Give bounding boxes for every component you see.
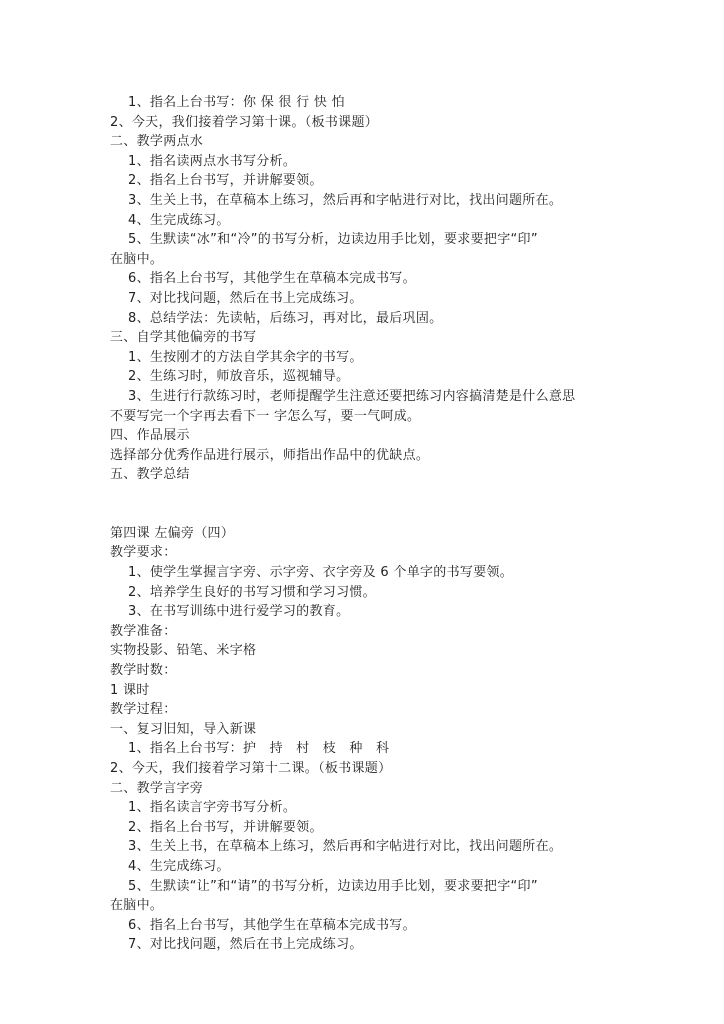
text-line: 五、教学总结 [110, 467, 190, 483]
text-line: 在脑中。 [110, 898, 164, 914]
text-line: 不要写完一个字再去看下一 字怎么写，要一气呵成。 [110, 408, 421, 424]
text-line: 教学准备： [110, 623, 177, 639]
document-page [110, 93, 630, 955]
text-line: 在脑中。 [110, 251, 164, 267]
text-line: 1、指名读言字旁书写分析。 [128, 800, 297, 816]
text-line: 1 课时 [110, 682, 150, 698]
text-line: 1、生按刚才的方法自学其余字的书写。 [128, 349, 363, 365]
text-line: 2、生练习时，师放音乐，巡视辅导。 [128, 369, 350, 385]
text-line: 教学过程： [110, 702, 177, 718]
text-line: 4、生完成练习。 [128, 212, 230, 228]
text-line: 8、总结学法：先读帖，后练习，再对比，最后巩固。 [128, 310, 443, 326]
text-line: 1、指名读两点水书写分析。 [128, 153, 297, 169]
text-line: 教学时数： [110, 663, 177, 679]
text-line: 选择部分优秀作品进行展示，师指出作品中的优缺点。 [110, 447, 430, 463]
text-line: 1、使学生掌握言字旁、示字旁、衣字旁及 6 个单字的书写要领。 [128, 565, 514, 581]
text-line: 1、指名上台书写：护 持 村 枝 种 科 [128, 741, 390, 757]
text-line: 5、生默读“让”和“请”的书写分析，边读边用手比划，要求要把字“印” [128, 878, 538, 894]
text-line: 3、生关上书，在草稿本上练习，然后再和字帖进行对比，找出问题所在。 [128, 839, 563, 855]
text-line: 一、复习旧知，导入新课 [110, 721, 257, 737]
text-line: 7、对比找问题，然后在书上完成练习。 [128, 290, 363, 306]
text-line: 7、对比找问题，然后在书上完成练习。 [128, 937, 363, 953]
text-line: 2、指名上台书写，并讲解要领。 [128, 819, 323, 835]
text-line: 实物投影、铅笔、米字格 [110, 643, 257, 659]
text-line: 教学要求： [110, 545, 177, 561]
section-gap [110, 485, 630, 524]
text-line: 6、指名上台书写，其他学生在草稿本完成书写。 [128, 917, 416, 933]
text-line: 第四课 左偏旁（四） [110, 525, 235, 541]
lesson-three-section [110, 93, 630, 485]
text-line: 3、在书写训练中进行爱学习的教育。 [128, 604, 350, 620]
text-line: 二、教学两点水 [110, 134, 204, 150]
text-line: 2、今天，我们接着学习第十课。（板书课题） [110, 114, 379, 130]
text-line: 5、生默读“冰”和“冷”的书写分析，边读边用手比划，要求要把字“印” [128, 232, 538, 248]
text-line: 6、指名上台书写，其他学生在草稿本完成书写。 [128, 271, 416, 287]
text-line: 四、作品展示 [110, 428, 190, 444]
text-line: 2、今天，我们接着学习第十二课。（板书课题） [110, 761, 392, 776]
text-line: 3、生关上书，在草稿本上练习，然后再和字帖进行对比，找出问题所在。 [128, 192, 563, 208]
text-line: 2、培养学生良好的书写习惯和学习习惯。 [128, 584, 376, 600]
text-line: 3、生进行行款练习时，老师提醒学生注意还要把练习内容搞清楚是什么意思 [128, 388, 576, 404]
text-line: 1、指名上台书写：你 保 很 行 快 怕 [128, 95, 345, 110]
lesson-four-section [110, 524, 630, 955]
text-line: 4、生完成练习。 [128, 858, 230, 874]
text-line: 2、指名上台书写，并讲解要领。 [128, 173, 323, 189]
text-line: 二、教学言字旁 [110, 780, 204, 796]
text-line: 三、自学其他偏旁的书写 [110, 330, 257, 346]
